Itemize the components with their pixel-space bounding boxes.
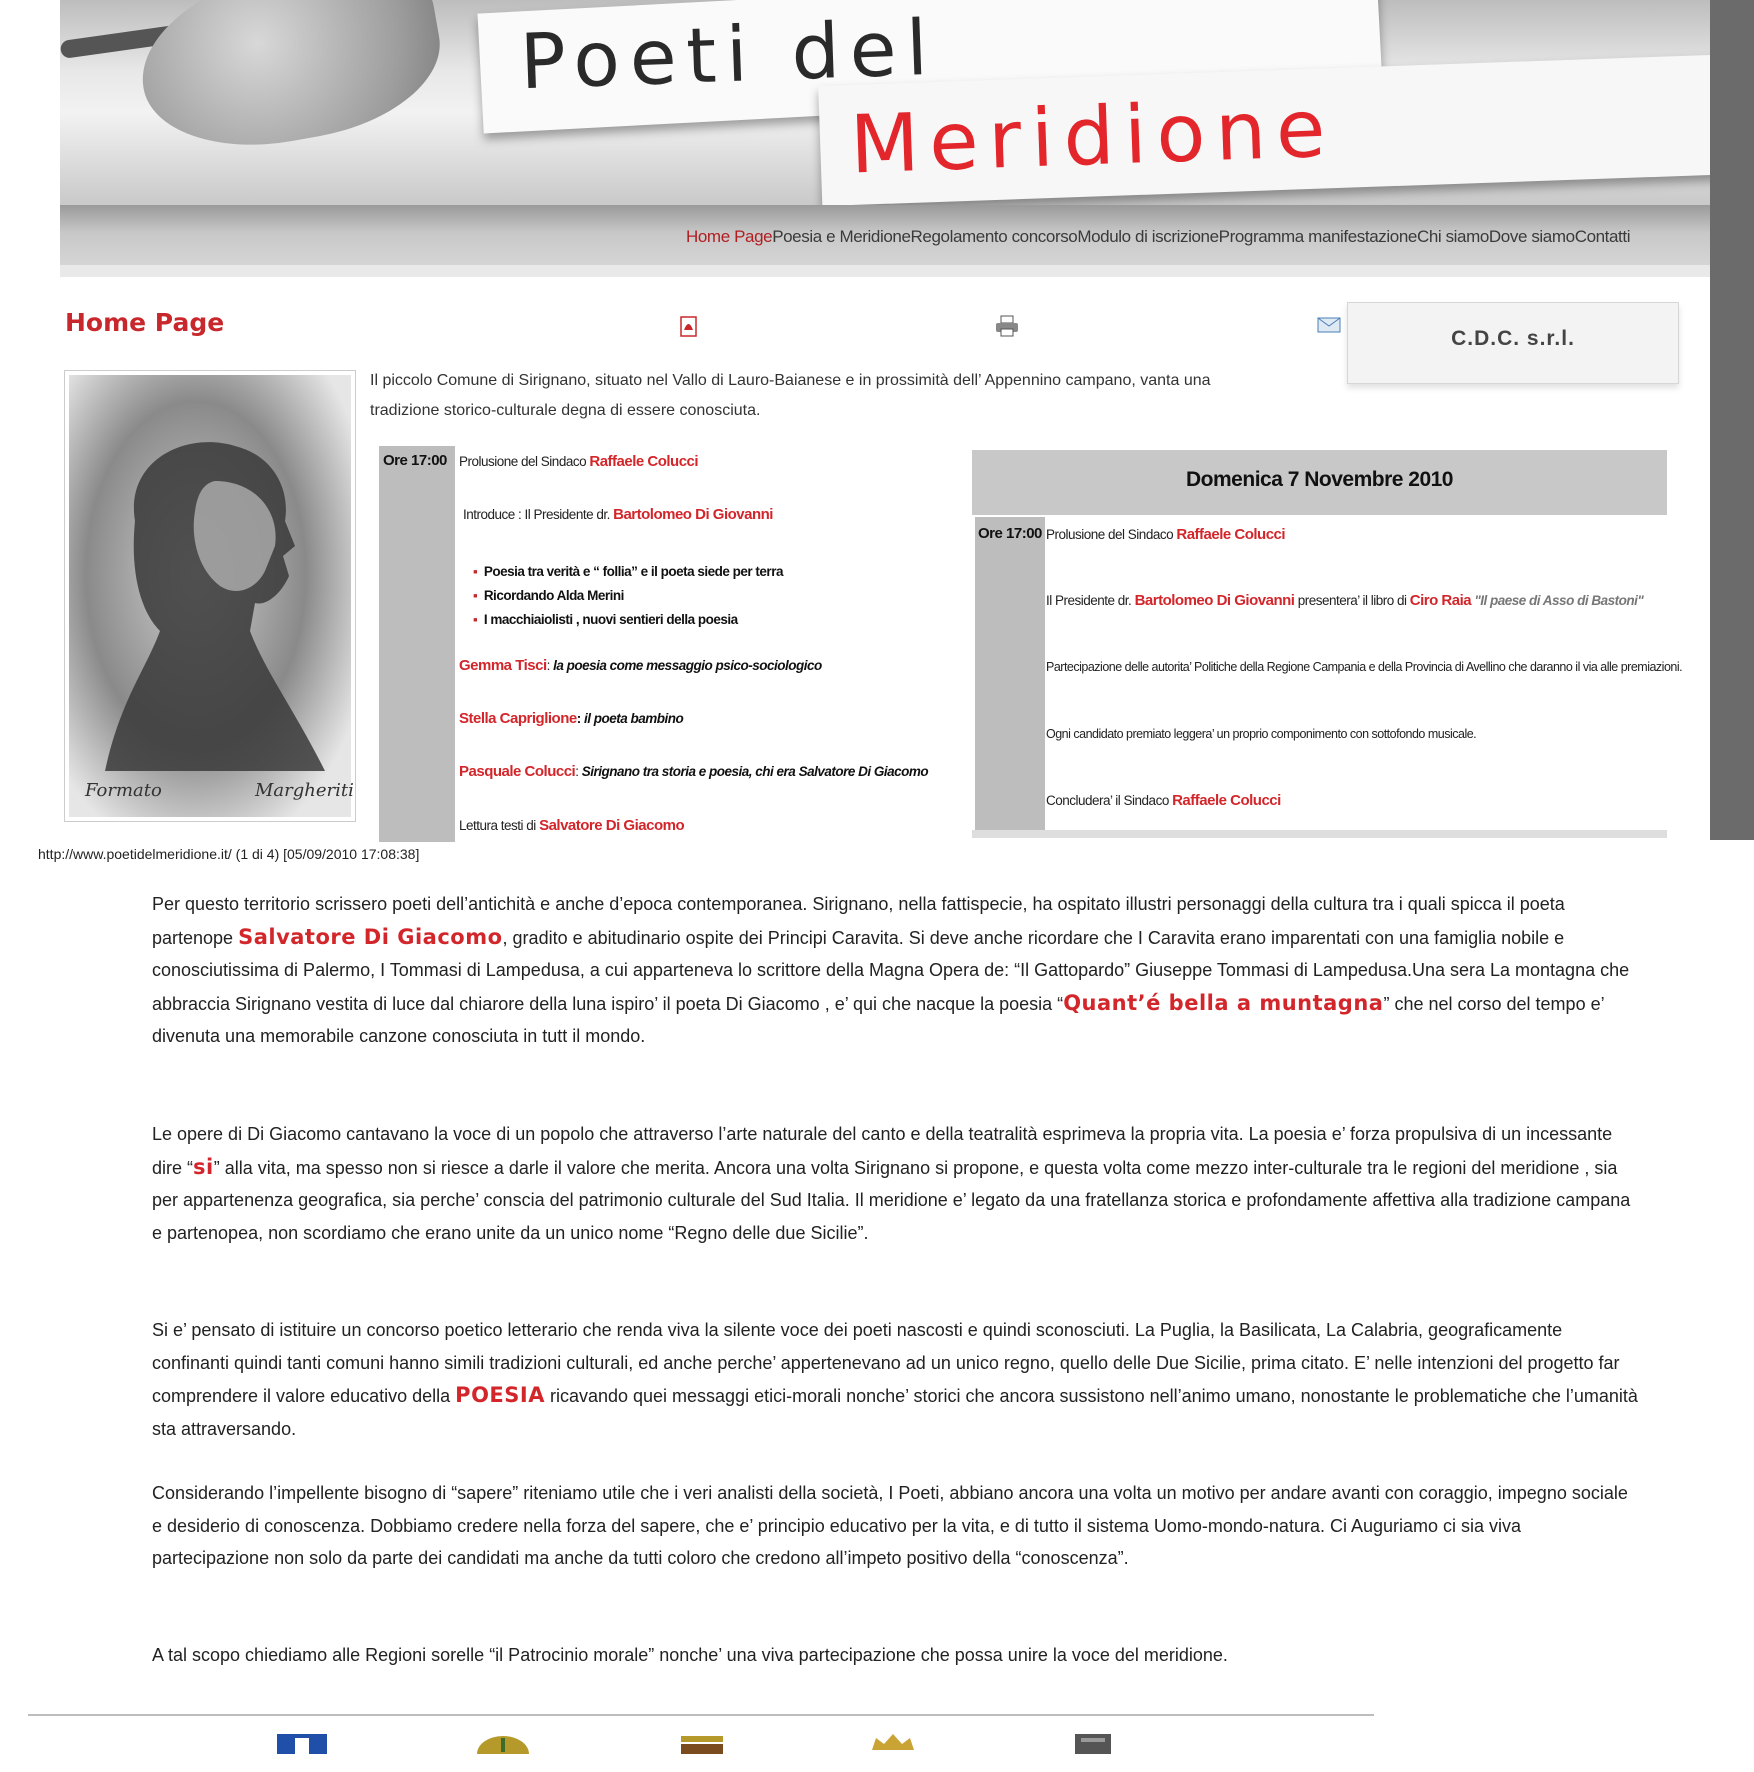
program-right-candidati: Ogni candidato premiato leggera’ un proprio componimento con sottofondo musicale.: [1046, 727, 1477, 741]
page-title: Home Page: [65, 308, 225, 337]
nav-item-chi-siamo[interactable]: Chi siamo: [1416, 227, 1489, 246]
introduce-name: Bartolomeo Di Giovanni: [613, 506, 773, 523]
list-item: ▪ Ricordando Alda Merini: [473, 588, 624, 603]
program-left-prolusione: [459, 453, 698, 470]
sidebar-cdc-box[interactable]: [1347, 302, 1679, 384]
email-icon[interactable]: [1317, 316, 1341, 339]
talk-item: Pasquale Colucci: Sirignano tra storia e poesia, chi era Salvatore Di Giacomo: [459, 763, 929, 780]
program-right-conclusione: Concludera’ il Sindaco Raffaele Colucci: [1046, 792, 1281, 809]
right-scroll-region: [1710, 0, 1754, 840]
nav-menu: [686, 227, 1630, 247]
pdf-icon[interactable]: [678, 316, 700, 343]
nav-item-regolamento[interactable]: Regolamento concorso: [910, 227, 1078, 246]
program-left-bullets: [473, 560, 783, 632]
nav-item-modulo[interactable]: Modulo di iscrizione: [1077, 227, 1219, 246]
list-item: ▪ Poesia tra verità e “ follia” e il poeta siede per terra: [473, 564, 783, 579]
banner-title-line1: Poeti del: [518, 2, 940, 107]
body-paragraph-5: A tal scopo chiediamo alle Regioni sorelle “il Patrocinio morale” nonche’ una viva partecipazione che possa unire la voce del meridione.: [152, 1645, 1228, 1665]
body-paragraph-3: Si e’ pensato di istituire un concorso poetico letterario che renda viva la silente voce dei poeti nascosti e quindi sconosciuti. La Puglia, la Basilicata, La Calabria, geograficamente confinanti quindi tanti comuni hanno simili tradizioni culturali, ed anche perche’ appertenevano ad un unico regno, quello delle Due Sicilie, prima citato. E’ nelle intenzioni del progetto far comprendere il valore educativo della POESIA ricavando quei messaggi etici-morali nonche’ storici che ancora sussistono nell’animo umano, nonostante le problematiche che l’umanità sta attraversando.: [152, 1320, 1638, 1439]
banner-title-line2: Meridione: [848, 81, 1337, 192]
prolusione-label: Prolusione del Sindaco: [459, 454, 587, 469]
talk-item: Stella Capriglione: il poeta bambino: [459, 710, 684, 727]
program-right-hour: Ore 17:00: [978, 525, 1042, 542]
portrait-signature-right: Margheriti: [255, 780, 354, 801]
crown-crest-logo[interactable]: [677, 1732, 733, 1772]
program-left-time-column: [379, 446, 455, 842]
region-logo-blue[interactable]: [277, 1732, 333, 1772]
portrait-signature-left: Formato: [85, 780, 162, 801]
program-left-lettura: Lettura testi di Salvatore Di Giacomo: [459, 817, 685, 834]
nav-item-poesia[interactable]: Poesia e Meridione: [772, 227, 911, 246]
footer-divider: [28, 1714, 1374, 1716]
introduce-label: Introduce : Il Presidente dr.: [463, 507, 610, 522]
program-right-prolusione: Prolusione del Sindaco Raffaele Colucci: [1046, 526, 1286, 543]
nav-item-dove-siamo[interactable]: Dove siamo: [1488, 227, 1575, 246]
program-right-presidente: Il Presidente dr. Bartolomeo Di Giovanni presentera’ il libro di Ciro Raia "Il paese di Asso di Bastoni": [1046, 592, 1644, 609]
program-left-hour: Ore 17:00: [383, 452, 447, 469]
body-paragraph-2: Le opere di Di Giacomo cantavano la voce di un popolo che attraverso l’arte naturale del canto e della teatralità esprimeva la propria vita. La poesia e’ forza propulsiva di un incessante dire “si” alla vita, ma spesso non si riesce a darle il valore che merita. Ancora una volta Sirignano si propone, e questa volta come mezzo inter-culturale tra le regioni del meridione , sia per appartenenza geografica, sia perche’ conscia del patrimonio culturale del Sud Italia. Il meridione e’ legato da una fratellanza storica e profondamente affettiva alla tradizione campana e partenopea, non scordiamo che erano unite da un unico nome “Regno delle due Sicilie”.: [152, 1124, 1631, 1243]
nav-bar: [60, 205, 1710, 275]
header-banner: [60, 0, 1710, 205]
program-right-table: [972, 450, 1683, 840]
nav-item-home[interactable]: Home Page: [686, 227, 773, 246]
crest-logo-gold[interactable]: [475, 1732, 531, 1772]
list-item: ▪ I macchiaiolisti , nuovi sentieri della poesia: [473, 612, 738, 627]
banner-hand-image: [128, 0, 453, 165]
body-paragraph-1: Per questo territorio scrissero poeti dell’antichità e anche d’epoca contemporanea. Sirignano, nella fattispecie, ha ospitato illustri personaggi della cultura tra i quali spicca il poeta partenope Salvatore Di Giacomo, gradito e abitudinario ospite dei Principi Caravita. Si deve anche ricordare che I Caravita erano imparentati con una famiglia nobile e conosciutissima di Palermo, I Tommasi di Lampedusa, a cui apparteneva lo scrittore della Magna Opera de: “Il Gattopardo” Giuseppe Tommasi di Lampedusa.Una sera La montagna che abbraccia Sirignano vestita di luce dal chiarore della luna ispiro’ il poeta Di Giacomo , e’ qui che nacque la poesia “Quant’é bella a muntagna” che nel corso del tempo e’ divenuta una memorabile canzone conosciuta in tutt il mondo.: [152, 894, 1630, 1046]
crown-crest-logo-2[interactable]: [868, 1732, 924, 1772]
intro-text: Il piccolo Comune di Sirignano, situato nel Vallo di Lauro-Baianese e in prossimità dell’ Appennino campano, vanta una tradizione storico-culturale degna di essere conosciuta.: [370, 372, 1211, 419]
prolusione-name: Raffaele Colucci: [589, 453, 699, 470]
program-right-partecipazione: Partecipazione delle autorita’ Politiche della Regione Campania e della Provincia di Avellino che daranno il via alle premiazioni.: [1046, 660, 1683, 674]
nav-item-contatti[interactable]: Contatti: [1574, 227, 1631, 246]
crest-logo-gray[interactable]: [1071, 1732, 1127, 1772]
poet-portrait-image: [64, 370, 356, 822]
body-paragraph-4: Considerando l’impellente bisogno di “sapere” riteniamo utile che i veri analisti della società, I Poeti, abbiano ancora una volta un motivo per andare avanti con coraggio, impegno sociale e desiderio di conoscenza. Dobbiamo credere nella forza del sapere, che e’ principio educativo per la vita, e di tutto il sistema Uomo-mondo-natura. Ci Auguriamo ci sia viva partecipazione non solo da parte dei candidati ma anche da tutti coloro che credono all’impeto positivo della “conoscenza”.: [152, 1483, 1628, 1568]
nav-item-programma[interactable]: Programma manifestazione: [1218, 227, 1417, 246]
talk-item: Gemma Tisci: la poesia come messaggio psico-sociologico: [459, 657, 822, 674]
page-url-footer: http://www.poetidelmeridione.it/ (1 di 4) [05/09/2010 17:08:38]: [38, 846, 420, 862]
print-icon[interactable]: [994, 314, 1020, 343]
program-left-introduce: [463, 506, 773, 523]
program-right-time-column: [975, 517, 1045, 833]
sidebar-cdc-label: C.D.C. s.r.l.: [1451, 327, 1575, 350]
program-date: Domenica 7 Novembre 2010: [1186, 468, 1453, 491]
